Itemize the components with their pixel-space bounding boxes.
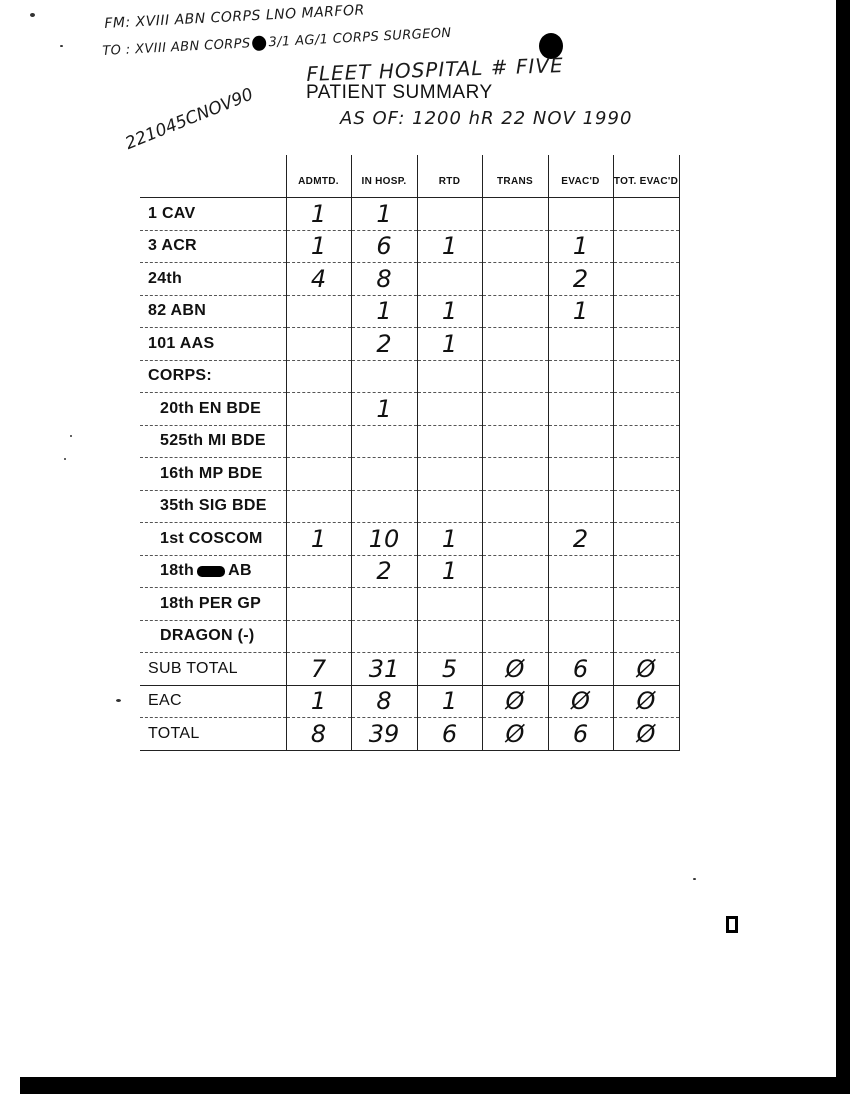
- row-label: 35th SIG BDE: [140, 490, 286, 523]
- table-row: [140, 360, 679, 393]
- row-label: 20th EN BDE: [140, 393, 286, 426]
- table-row: [140, 263, 679, 296]
- scan-speck: [60, 45, 63, 47]
- cell-trans: [482, 425, 548, 458]
- cell-tot-evacd: [613, 425, 679, 458]
- table-row: [140, 295, 679, 328]
- table-row: [140, 490, 679, 523]
- cell-admitted: [286, 458, 351, 491]
- cell-rtd: [417, 263, 482, 296]
- cell-admitted: 1: [286, 198, 351, 231]
- row-label: DRAGON (-): [140, 620, 286, 653]
- cell-tot-evacd: [613, 295, 679, 328]
- cell-rtd: [417, 490, 482, 523]
- header-to-suffix: 3/1 AG/1 CORPS SURGEON: [268, 25, 452, 51]
- cell-trans: Ø: [482, 718, 548, 751]
- redaction-blot: [252, 35, 267, 51]
- cell-admitted: 4: [286, 263, 351, 296]
- table-row: [140, 425, 679, 458]
- cell-evacd: [548, 490, 613, 523]
- row-label: EAC: [140, 685, 286, 718]
- cell-admitted: [286, 588, 351, 621]
- table-row: [140, 230, 679, 263]
- scan-speck: [693, 878, 696, 880]
- cell-trans: Ø: [482, 653, 548, 686]
- cell-admitted: 1: [286, 523, 351, 556]
- cell-rtd: 1: [417, 328, 482, 361]
- table-row: [140, 393, 679, 426]
- column-header-evacuated: EVAC'D: [548, 155, 613, 198]
- cell-tot-evacd: [613, 620, 679, 653]
- cell-evacd: [548, 393, 613, 426]
- cell-trans: [482, 523, 548, 556]
- cell-tot-evacd: [613, 198, 679, 231]
- cell-in-hospital: 1: [351, 295, 417, 328]
- table-row: [140, 458, 679, 491]
- cell-in-hospital: 2: [351, 328, 417, 361]
- as-of-date: AS OF: 1200 hR 22 NOV 1990: [340, 108, 633, 129]
- cell-in-hospital: 1: [351, 198, 417, 231]
- row-label: CORPS:: [140, 360, 286, 393]
- cell-rtd: 1: [417, 685, 482, 718]
- redaction-mark: [197, 566, 225, 577]
- cell-rtd: 6: [417, 718, 482, 751]
- cell-in-hospital: 2: [351, 555, 417, 588]
- table-row: [140, 588, 679, 621]
- row-label: TOTAL: [140, 718, 286, 751]
- cell-admitted: [286, 360, 351, 393]
- cell-rtd: [417, 458, 482, 491]
- cell-in-hospital: 8: [351, 263, 417, 296]
- row-label: 82 ABN: [140, 295, 286, 328]
- table-row: [140, 198, 679, 231]
- cell-in-hospital: [351, 458, 417, 491]
- cell-trans: [482, 620, 548, 653]
- cell-admitted: [286, 490, 351, 523]
- cell-in-hospital: 39: [351, 718, 417, 751]
- row-label: [140, 555, 286, 588]
- row-label: 3 ACR: [140, 230, 286, 263]
- cell-trans: [482, 230, 548, 263]
- cell-admitted: [286, 295, 351, 328]
- cell-trans: [482, 263, 548, 296]
- row-label: 18th PER GP: [140, 588, 286, 621]
- cell-admitted: 1: [286, 685, 351, 718]
- scan-speck: [64, 458, 66, 460]
- cell-evacd: 6: [548, 718, 613, 751]
- cell-tot-evacd: [613, 523, 679, 556]
- scan-border-right: [836, 0, 850, 1094]
- row-label-prefix: 18th: [160, 562, 195, 580]
- cell-admitted: 8: [286, 718, 351, 751]
- table-row: [140, 523, 679, 556]
- cell-tot-evacd: Ø: [613, 685, 679, 718]
- scan-border-bottom: [20, 1077, 850, 1094]
- cell-admitted: [286, 425, 351, 458]
- scan-speck: [116, 699, 121, 702]
- table-row: [140, 555, 679, 588]
- page-title: PATIENT SUMMARY: [306, 82, 493, 103]
- row-label: SUB TOTAL: [140, 653, 286, 686]
- table-row: [140, 328, 679, 361]
- cell-in-hospital: 10: [351, 523, 417, 556]
- cell-admitted: [286, 328, 351, 361]
- cell-tot-evacd: [613, 555, 679, 588]
- cell-tot-evacd: [613, 490, 679, 523]
- header-from-line: FM: XVIII ABN CORPS LNO MARFOR: [104, 2, 366, 32]
- column-header-returned-to-duty: RTD: [417, 155, 482, 198]
- cell-evacd: 2: [548, 263, 613, 296]
- row-label: 101 AAS: [140, 328, 286, 361]
- cell-in-hospital: [351, 490, 417, 523]
- cell-admitted: 7: [286, 653, 351, 686]
- cell-evacd: 2: [548, 523, 613, 556]
- page-corner-mark: [726, 916, 738, 933]
- cell-evacd: [548, 458, 613, 491]
- eac-row: [140, 685, 679, 718]
- cell-tot-evacd: [613, 263, 679, 296]
- patient-summary-table: [140, 155, 680, 751]
- cell-trans: [482, 458, 548, 491]
- cell-evacd: Ø: [548, 685, 613, 718]
- cell-trans: [482, 198, 548, 231]
- cell-tot-evacd: Ø: [613, 718, 679, 751]
- cell-tot-evacd: [613, 588, 679, 621]
- cell-rtd: [417, 425, 482, 458]
- cell-rtd: 5: [417, 653, 482, 686]
- scan-speck: [30, 13, 35, 17]
- cell-evacd: [548, 620, 613, 653]
- row-label: 1 CAV: [140, 198, 286, 231]
- cell-evacd: 1: [548, 230, 613, 263]
- cell-tot-evacd: [613, 393, 679, 426]
- cell-rtd: [417, 588, 482, 621]
- cell-rtd: 1: [417, 230, 482, 263]
- cell-rtd: [417, 393, 482, 426]
- cell-tot-evacd: [613, 328, 679, 361]
- column-header-admitted: ADMTD.: [286, 155, 351, 198]
- cell-tot-evacd: [613, 230, 679, 263]
- cell-rtd: 1: [417, 523, 482, 556]
- column-header-total-evacuated: TOT. EVAC'D: [613, 155, 679, 198]
- row-label: 525th MI BDE: [140, 425, 286, 458]
- scan-speck: [70, 435, 72, 437]
- header-to-line: [102, 26, 452, 59]
- cell-admitted: 1: [286, 230, 351, 263]
- row-label-suffix: AB: [228, 562, 252, 580]
- cell-evacd: 6: [548, 653, 613, 686]
- cell-trans: [482, 328, 548, 361]
- cell-trans: [482, 588, 548, 621]
- cell-evacd: [548, 425, 613, 458]
- row-label: 1st COSCOM: [140, 523, 286, 556]
- column-header-in-hospital: IN HOSP.: [351, 155, 417, 198]
- row-label: 16th MP BDE: [140, 458, 286, 491]
- cell-evacd: [548, 555, 613, 588]
- subtotal-row: [140, 653, 679, 686]
- cell-tot-evacd: [613, 458, 679, 491]
- cell-trans: [482, 393, 548, 426]
- cell-rtd: 1: [417, 555, 482, 588]
- cell-in-hospital: 31: [351, 653, 417, 686]
- cell-evacd: [548, 588, 613, 621]
- table-row: [140, 620, 679, 653]
- cell-rtd: 1: [417, 295, 482, 328]
- cell-evacd: 1: [548, 295, 613, 328]
- cell-in-hospital: 6: [351, 230, 417, 263]
- total-row: [140, 718, 679, 751]
- cell-in-hospital: [351, 588, 417, 621]
- header-to-prefix: TO : XVIII ABN CORPS: [102, 36, 251, 59]
- cell-in-hospital: [351, 620, 417, 653]
- cell-admitted: [286, 555, 351, 588]
- cell-tot-evacd: [613, 360, 679, 393]
- hospital-name: FLEET HOSPITAL # FIVE: [306, 53, 565, 86]
- cell-evacd: [548, 360, 613, 393]
- cell-evacd: [548, 198, 613, 231]
- cell-trans: [482, 295, 548, 328]
- cell-tot-evacd: Ø: [613, 653, 679, 686]
- cell-evacd: [548, 328, 613, 361]
- column-header-transferred: TRANS: [482, 155, 548, 198]
- cell-in-hospital: 1: [351, 393, 417, 426]
- cell-in-hospital: 8: [351, 685, 417, 718]
- table-header-row: [140, 155, 679, 198]
- cell-trans: Ø: [482, 685, 548, 718]
- cell-rtd: [417, 198, 482, 231]
- cell-admitted: [286, 393, 351, 426]
- cell-admitted: [286, 620, 351, 653]
- cell-in-hospital: [351, 425, 417, 458]
- row-label-header: [140, 155, 286, 198]
- row-label: 24th: [140, 263, 286, 296]
- cell-trans: [482, 490, 548, 523]
- date-time-stamp: 221045CNOV90: [122, 84, 257, 154]
- cell-rtd: [417, 360, 482, 393]
- cell-in-hospital: [351, 360, 417, 393]
- cell-rtd: [417, 620, 482, 653]
- cell-trans: [482, 555, 548, 588]
- cell-trans: [482, 360, 548, 393]
